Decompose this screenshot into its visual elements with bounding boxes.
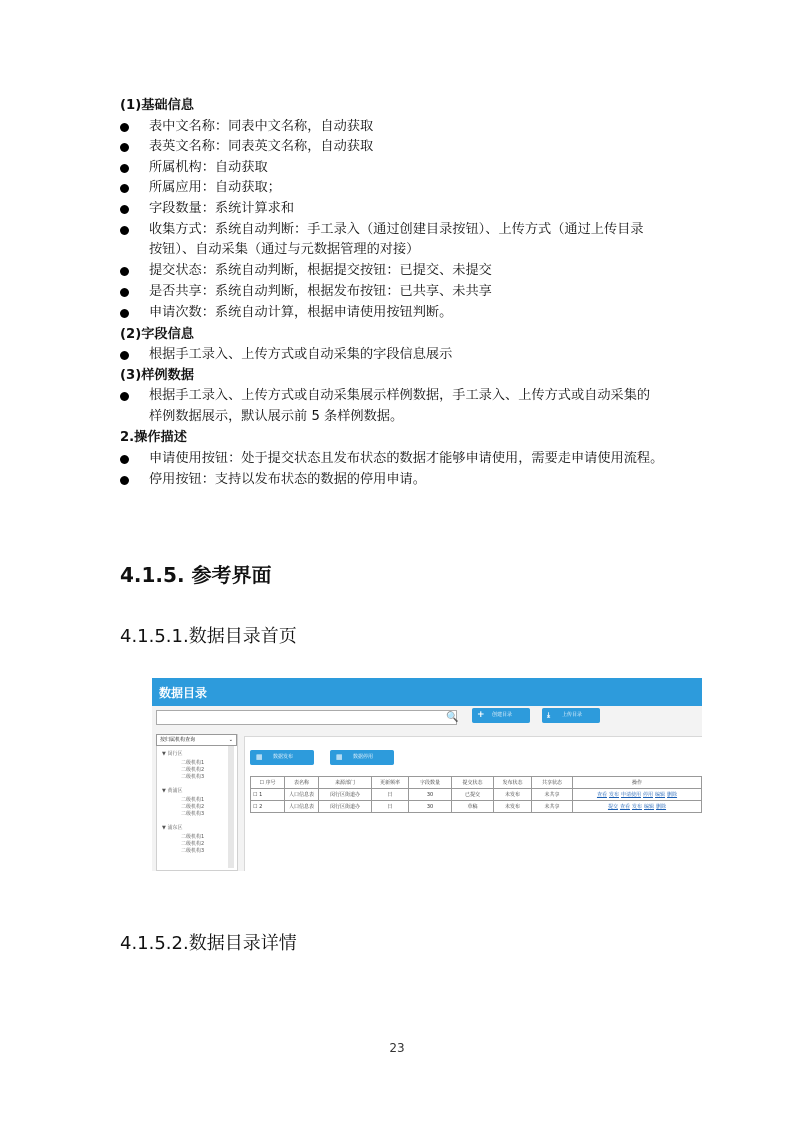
bullet-icon: [120, 267, 129, 276]
view-link[interactable]: 查看: [596, 792, 607, 798]
tree-leaf[interactable]: 二级机构3: [181, 848, 205, 854]
bullet-icon: [120, 476, 129, 485]
list-item: 根据手工录入、上传方式或自动采集的字段信息展示: [149, 347, 453, 362]
header-cell: 共享状态: [532, 777, 573, 789]
delete-link[interactable]: 删除: [667, 792, 678, 798]
table-cell: 未共享: [532, 801, 573, 813]
catalog-table: [250, 776, 702, 813]
list-item: 是否共享：系统自动判断，根据发布按钮：已共享、未共享: [149, 284, 492, 299]
disable-data-label: 数据停用: [353, 754, 374, 760]
tree-node-label: 浦东区: [167, 825, 183, 831]
upload-catalog-label: 上传目录: [562, 712, 583, 718]
header-cell: 发布状态: [494, 777, 532, 789]
table-cell: 已提交: [452, 789, 494, 801]
table-cell: 人口信息表: [285, 789, 319, 801]
table-cell: 人口信息表: [285, 801, 319, 813]
tree-node-label: 黄浦区: [167, 788, 183, 794]
bullet-icon: [120, 455, 129, 464]
search-icon[interactable]: 🔍: [446, 712, 459, 723]
list-item: 申请次数：系统自动计算，根据申请使用按钮判断。: [149, 305, 453, 320]
bullet-icon: [120, 184, 129, 193]
actions-cell: [573, 789, 702, 801]
apply-use-link[interactable]: 申请使用: [620, 792, 641, 798]
list-item: 提交状态：系统自动判断，根据提交按钮：已提交、未提交: [149, 263, 492, 278]
org-filter-select[interactable]: [156, 734, 237, 746]
table-cell: 日: [372, 789, 409, 801]
chevron-down-icon: ⌄: [228, 737, 233, 743]
upload-catalog-button[interactable]: [542, 708, 600, 723]
chart-icon: ▦: [336, 753, 343, 761]
list-item-continued: 样例数据展示，默认展示前 5 条样例数据。: [149, 409, 404, 424]
table-cell: 未发布: [494, 801, 532, 813]
bullet-icon: [120, 351, 129, 360]
header-cell: 字段数量: [409, 777, 452, 789]
publish-data-label: 数据发布: [273, 754, 294, 760]
bullet-icon: [120, 164, 129, 173]
upload-icon: ⤓: [547, 711, 551, 719]
bullet-icon: [120, 123, 129, 132]
plus-icon: +: [477, 710, 485, 720]
section-heading-field-info: (2)字段信息: [120, 327, 194, 342]
page-number: 23: [389, 1041, 405, 1055]
actions-cell: [573, 801, 702, 813]
table-cell: 未发布: [494, 789, 532, 801]
list-item: 根据手工录入、上传方式或自动采集展示样例数据，手工录入、上传方式或自动采集的: [149, 388, 651, 403]
tree-leaf[interactable]: 二级机构1: [181, 834, 205, 840]
edit-link[interactable]: 编辑: [655, 792, 666, 798]
header-cell: 表名称: [285, 777, 319, 789]
org-filter-label: 按归属机构查询: [160, 737, 196, 743]
list-item: 字段数量：系统计算求和: [149, 201, 295, 216]
list-item: 表英文名称：同表英文名称，自动获取: [149, 139, 374, 154]
tree-leaf[interactable]: 二级机构2: [181, 804, 205, 810]
tree-leaf[interactable]: 二级机构2: [181, 767, 205, 773]
publish-link[interactable]: 发布: [608, 792, 619, 798]
tree-node-label: 闵行区: [167, 751, 183, 757]
tree-node-district[interactable]: ▼ 浦东区: [162, 825, 183, 831]
heading-catalog-detail: 4.1.5.2.数据目录详情: [120, 933, 297, 954]
app-header: [152, 678, 702, 706]
chart-icon: ▦: [256, 753, 263, 761]
header-cell: 来源部门: [319, 777, 372, 789]
header-cell: 提交状态: [452, 777, 494, 789]
search-input[interactable]: [156, 710, 457, 725]
heading-reference-ui: 4.1.5. 参考界面: [120, 563, 272, 587]
list-item: 收集方式：系统自动判断：手工录入（通过创建目录按钮）、上传方式（通过上传目录: [149, 222, 644, 237]
sidebar-scrollbar[interactable]: [228, 746, 234, 868]
bullet-icon: [120, 143, 129, 152]
list-item: 表中文名称：同表中文名称，自动获取: [149, 119, 374, 134]
bullet-icon: [120, 288, 129, 297]
section-heading-sample-data: (3)样例数据: [120, 368, 194, 383]
submit-link[interactable]: 提交: [607, 804, 618, 810]
bullet-icon: [120, 309, 129, 318]
table-cell: 日: [372, 801, 409, 813]
list-item-continued: 按钮）、自动采集（通过与元数据管理的对接）: [149, 242, 420, 257]
tree-node-district[interactable]: ▼ 闵行区: [162, 751, 183, 757]
disable-data-button[interactable]: [330, 750, 394, 765]
bullet-icon: [120, 205, 129, 214]
publish-link[interactable]: 发布: [631, 804, 642, 810]
tree-leaf[interactable]: 二级机构3: [181, 774, 205, 780]
section-heading-operations: 2.操作描述: [120, 430, 187, 445]
list-item: 所属应用：自动获取；: [149, 180, 281, 195]
list-item: 停用按钮：支持以发布状态的数据的停用申请。: [149, 472, 426, 487]
app-title: 数据目录: [159, 686, 208, 700]
publish-data-button[interactable]: [250, 750, 314, 765]
row-checkbox[interactable]: ☐ 2: [251, 801, 285, 813]
bullet-icon: [120, 392, 129, 401]
edit-link[interactable]: 编辑: [644, 804, 655, 810]
heading-catalog-home: 4.1.5.1.数据目录首页: [120, 626, 297, 647]
tree-leaf[interactable]: 二级机构1: [181, 760, 205, 766]
header-cell: 操作: [573, 777, 702, 789]
table-cell: 30: [409, 789, 452, 801]
tree-leaf[interactable]: 二级机构1: [181, 797, 205, 803]
section-heading-basic-info: (1)基础信息: [120, 98, 194, 113]
table-cell: 闵行区街道办: [319, 801, 372, 813]
list-item: 所属机构：自动获取: [149, 160, 268, 175]
disable-link[interactable]: 停用: [643, 792, 654, 798]
create-catalog-button[interactable]: [472, 708, 530, 723]
delete-link[interactable]: 删除: [656, 804, 667, 810]
catalog-home-screenshot: [152, 678, 702, 871]
table-cell: 草稿: [452, 801, 494, 813]
table-cell: 30: [409, 801, 452, 813]
view-link[interactable]: 查看: [619, 804, 630, 810]
table-header-row: [251, 777, 702, 789]
header-cell: ☐ 序号: [251, 777, 285, 789]
table-cell: 闵行区街道办: [319, 789, 372, 801]
row-checkbox[interactable]: ☐ 1: [251, 789, 285, 801]
table-row: [251, 789, 702, 801]
tree-leaf[interactable]: 二级机构3: [181, 811, 205, 817]
list-item: 申请使用按钮：处于提交状态且发布状态的数据才能够申请使用，需要走申请使用流程。: [149, 451, 664, 466]
tree-leaf[interactable]: 二级机构2: [181, 841, 205, 847]
create-catalog-label: 创建目录: [492, 712, 513, 718]
tree-node-district[interactable]: ▼ 黄浦区: [162, 788, 183, 794]
table-row: [251, 801, 702, 813]
bullet-icon: [120, 226, 129, 235]
header-cell: 更新频率: [372, 777, 409, 789]
table-cell: 未共享: [532, 789, 573, 801]
